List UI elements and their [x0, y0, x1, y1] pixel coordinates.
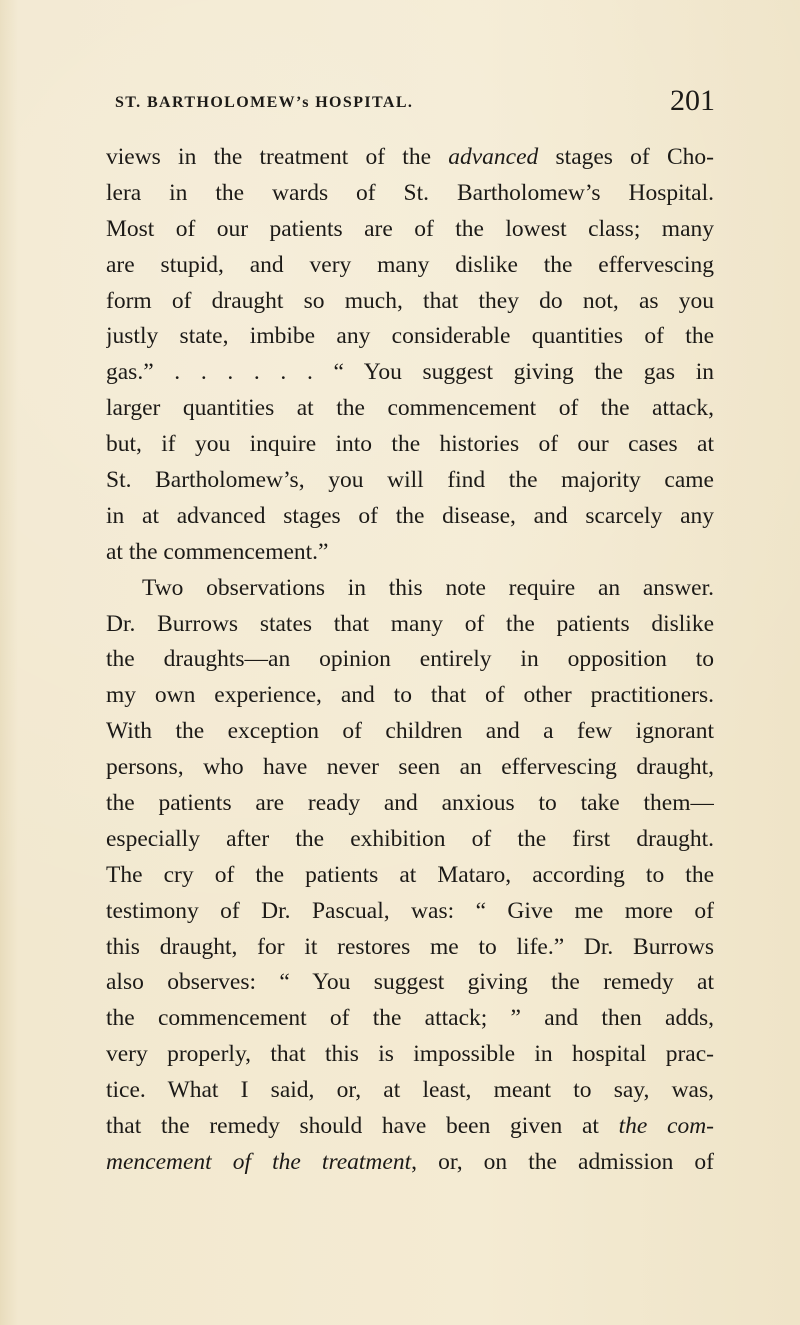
- text-line: justly state, imbibe any considerable quantities of the: [106, 323, 714, 350]
- text-line: testimony of Dr. Pascual, was: “ Give me more of: [106, 897, 714, 924]
- text-line: With the exception of children and a few ignorant: [106, 718, 714, 745]
- text-line: very properly, that this is impossible in hospital prac-: [106, 1041, 714, 1068]
- text-line: persons, who have never seen an effervescing draught,: [106, 754, 714, 781]
- text-span: stages of Cho-: [538, 144, 714, 170]
- text-line: especially after the exhibition of the first draught.: [106, 825, 714, 852]
- text-line: the commencement of the attack; ” and then adds,: [106, 1005, 714, 1032]
- text-line: Most of our patients are of the lowest class; many: [106, 215, 714, 242]
- text-line: form of draught so much, that they do not, as you: [106, 287, 714, 314]
- text-line: [106, 1109, 714, 1145]
- text-line: gas.” . . . . . . “ You suggest giving the gas in: [106, 359, 714, 386]
- italic-span: the com-: [618, 1113, 714, 1140]
- text-line: lera in the wards of St. Bartholomew’s Hospital.: [106, 179, 714, 206]
- text-line: larger quantities at the commencement of the attack,: [106, 395, 714, 422]
- text-line: but, if you inquire into the histories of our cases at: [106, 431, 714, 458]
- italic-span: advanced: [448, 144, 539, 170]
- text-span: views in the treatment of the: [106, 144, 449, 170]
- text-line: my own experience, and to that of other practitioners.: [106, 682, 714, 709]
- text-line: at the commencement.”: [106, 538, 329, 565]
- text-line: Dr. Burrows states that many of the patients dislike: [106, 610, 714, 637]
- text-span: , or, on the admission of: [411, 1148, 714, 1175]
- italic-span: mencement of the treatment: [106, 1148, 412, 1175]
- text-line: [106, 140, 714, 176]
- text-line: the patients are ready and anxious to take them—: [106, 790, 714, 817]
- text-line: tice. What I said, or, at least, meant to say, was,: [106, 1077, 714, 1104]
- text-line: this draught, for it restores me to life.” Dr. Burrows: [106, 933, 714, 960]
- running-head: ST. BARTHOLOMEW’s HOSPITAL.: [115, 94, 414, 111]
- page-header: [115, 84, 715, 120]
- text-line: the draughts—an opinion entirely in opposition to: [106, 646, 714, 673]
- text-line: in at advanced stages of the disease, and scarcely any: [106, 502, 714, 529]
- text-line: St. Bartholomew’s, you will find the majority came: [106, 467, 714, 494]
- text-line: also observes: “ You suggest giving the remedy at: [106, 969, 714, 996]
- text-line: [106, 1145, 714, 1181]
- page-number: 201: [670, 84, 715, 117]
- body-text: [106, 140, 714, 1181]
- text-span: that the remedy should have been given at: [106, 1113, 619, 1140]
- text-line: The cry of the patients at Mataro, according to the: [106, 861, 714, 888]
- text-line: Two observations in this note require an answer.: [142, 574, 714, 601]
- text-line: are stupid, and very many dislike the effervescing: [106, 251, 714, 278]
